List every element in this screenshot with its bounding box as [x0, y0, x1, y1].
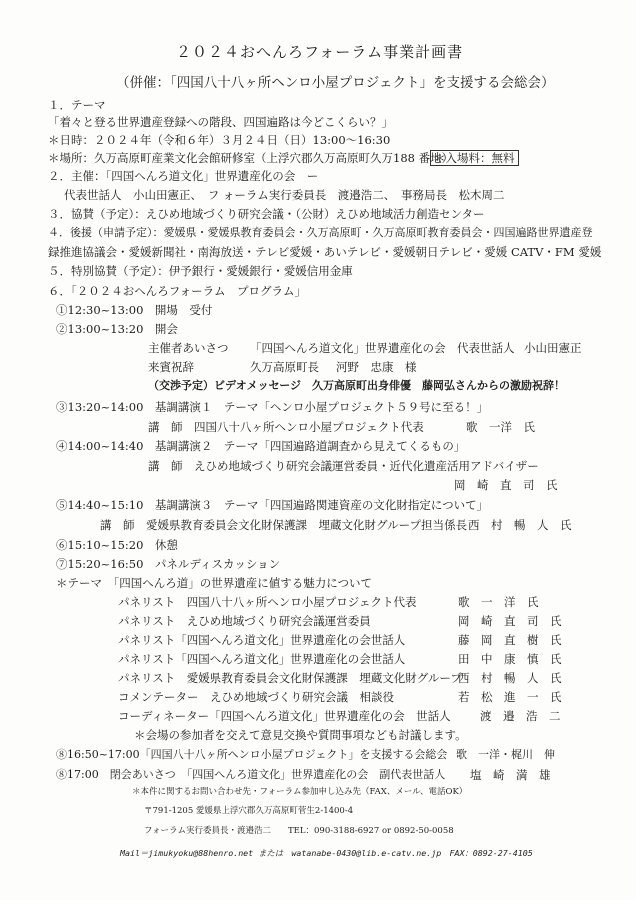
panelist-name: 田 中 康 慎 氏	[458, 652, 562, 666]
panelist-role: パネリスト「四国へんろ道文化」世界遺産化の会世話人	[118, 652, 406, 666]
panel-theme: ＊テーマ 「四国へんろ道」の世界遺産に値する魅力について	[56, 576, 373, 590]
organizer-staff: 代表世話人 小山田憲正、 フ ォーラム実行委員長 渡邉浩二、 事務局長 松木周二	[64, 188, 505, 202]
video-message-line: （交渉予定）ビデオメッセージ 久万高原町出身俳優 藤岡弘さんからの激励祝辞！	[148, 379, 566, 392]
panelist-name: 岡 崎 直 司 氏	[458, 614, 562, 628]
program-item-1: ①12:30~13:00 開場 受付	[56, 303, 213, 317]
contact-note: ＊本件に関するお問い合わせ先・フォーラム参加申し込み先（FAX、メール、電話OK）	[132, 787, 468, 797]
venue-line: ＊場所：久万高原町産業文化会館研修室（上浮穴郡久万高原町久万188 番地）	[48, 151, 454, 165]
lecture-3-speaker-role: 愛媛県教育委員会文化財保護課 埋蔵文化財グループ担当係長	[146, 518, 468, 532]
guest-speech-role: 久万高原町長	[250, 360, 319, 374]
theme-heading: １．テーマ	[48, 98, 106, 112]
panelist-name: 歌 一 洋 氏	[458, 595, 539, 609]
program-heading: ６．「２０２４おへんろフォーラム プログラム」	[48, 284, 306, 298]
host-greeting-name: 小山田憲正	[524, 341, 582, 355]
support-line-1: ４．後援（申請予定）：愛媛県・愛媛県教育委員会・久万高原町・久万高原町教育委員会・四国遍路世界遺産登	[48, 226, 593, 239]
host-greeting-label: 主催者あいさつ	[148, 341, 229, 355]
lecture-1-speaker-label: 講 師	[148, 420, 183, 434]
program-item-5: ⑤14:40~15:10 基調講演３ テーマ「四国遍路関連資産の文化財指定について」	[56, 498, 489, 512]
panelist-role: パネリスト 愛媛県教育委員会文化財保護課 埋蔵文化財グループ	[118, 671, 462, 685]
coordinator-role: コーディネーター「四国へんろ道文化」世界遺産化の会 世話人	[118, 709, 451, 723]
lecture-3-speaker-label: 講 師	[100, 518, 135, 532]
lecture-2-speaker-name: 岡 崎 直 司 氏	[454, 478, 558, 492]
panelist-name: 西 村 暢 人 氏	[458, 671, 562, 685]
commentator-name: 若 松 進 一 氏	[458, 690, 562, 704]
host-greeting-role: 「四国へんろ道文化」世界遺産化の会 代表世話人	[250, 341, 515, 355]
panelist-role: パネリスト 四国八十八ヶ所ヘンロ小屋プロジェクト代表	[118, 595, 417, 609]
lecture-2-speaker-label: 講 師	[148, 459, 183, 473]
guest-speech-name: 河野 忠康 様	[336, 360, 417, 374]
panelist-role: パネリスト「四国へんろ道文化」世界遺産化の会世話人	[118, 633, 406, 647]
lecture-1-speaker-role: 四国八十八ヶ所ヘンロ小屋プロジェクト代表	[194, 420, 424, 434]
program-item-7: ⑦15:20~16:50 パネルディスカッション	[56, 557, 281, 571]
program-item-9: ⑧17:00 閉会あいさつ 「四国へんろ道文化」世界遺産化の会 副代表世話人	[56, 768, 446, 781]
lecture-3-speaker-name: 西 村 暢 人 氏	[468, 518, 572, 532]
contact-committee: フォーラム実行委員長・渡邉浩二 TEL：090-3188-6927 or 0892-50-0058	[144, 826, 454, 836]
contact-email: Mail＝jimukyoku@88henro.net または watanabe-0430@lib.e-catv.ne.jp FAX：0892-27-4105	[120, 848, 533, 858]
date-line: ＊日時：２０２４年（令和６年）３月２４日（日）13:00～16:30	[48, 133, 391, 147]
panelist-name: 藤 岡 直 樹 氏	[458, 633, 562, 647]
program-item-8: ⑧16:50~17:00「四国八十八ヶ所ヘンロ小屋プロジェクト」を支援する会総会	[56, 748, 448, 761]
document-title: ２０２４おへんろフォーラム事業計画書	[176, 43, 464, 61]
document-subtitle: （併催：「四国八十八ヶ所ヘンロ小屋プロジェクト」を支援する会総会）	[116, 75, 555, 91]
theme-text: 「着々と登る世界遺産登録への階段、四国遍路は今どこくらい？」	[48, 115, 393, 129]
program-item-4: ④14:00~14:40 基調講演２ テーマ「四国遍路道調査から見えてくるもの」	[56, 439, 466, 453]
panelist-role: パネリスト えひめ地域づくり研究会議運営委員	[118, 614, 371, 628]
commentator-role: コメンテーター えひめ地域づくり研究会議 相談役	[118, 690, 394, 704]
guest-speech-label: 来賓祝辞	[148, 360, 194, 374]
program-item-3: ③13:20~14:00 基調講演１ テーマ「ヘンロ小屋プロジェクト５９号に至る！」	[56, 400, 489, 414]
program-item-2: ②13:00~13:20 開会	[56, 322, 178, 336]
support-line-2: 録推進協議会・愛媛新聞社・南海放送・テレビ愛媛・あいテレビ・愛媛朝日テレビ・愛媛 CATV・FM 愛媛	[48, 245, 602, 259]
organizer-heading: ２．主催：「四国へんろ道文化」世界遺産化の会 ー	[48, 169, 319, 183]
panel-note: ＊会場の参加者を交えて意見交換や質問事項なども討議します。	[134, 728, 467, 742]
coordinator-name: 渡 邉 浩 二	[480, 709, 561, 723]
special-sponsor-line: ５．特別協賛（予定）：伊予銀行・愛媛銀行・愛媛信用金庫	[48, 264, 353, 278]
cosponsor-line: ３．協賛（予定）：えひめ地域づくり研究会議・（公財）えひめ地域活力創造センター	[48, 207, 485, 221]
admission-badge: ＊入場料：無料	[430, 150, 519, 166]
lecture-2-speaker-role: えひめ地域づくり研究会議運営委員・近代化遺産活用アドバイザー	[194, 459, 539, 473]
contact-address: 〒791-1205 愛媛県上浮穴郡久万高原町菅生2-1400-4	[144, 806, 354, 816]
program-item-9-name: 塩 崎 満 雄	[470, 768, 551, 782]
lecture-1-speaker-name: 歌 一洋 氏	[466, 420, 535, 434]
program-item-8-names: 歌 一洋・梶川 伸	[456, 748, 555, 761]
program-item-6: ⑥15:10~15:20 休憩	[56, 538, 178, 552]
